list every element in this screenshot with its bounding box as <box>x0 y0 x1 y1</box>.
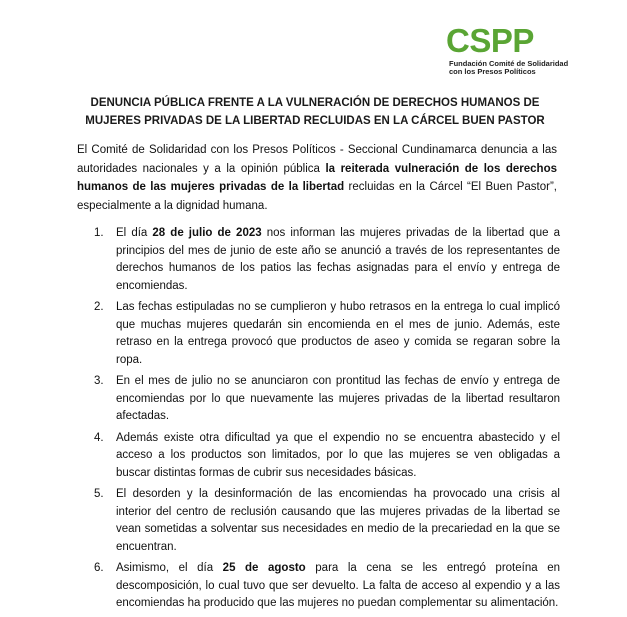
document-title <box>70 94 560 130</box>
item-text: El día <box>116 227 153 239</box>
logo-subtitle-line1: Fundación Comité de Solidaridad <box>449 59 569 68</box>
item-number: 5. <box>94 488 104 500</box>
item-number: 3. <box>94 375 104 387</box>
item-number: 2. <box>94 301 104 313</box>
list-item <box>80 373 560 426</box>
complaint-list <box>80 225 560 617</box>
item-text: Las fechas estipuladas no se cumplieron y hubo retrasos en la entrega lo cual implicó que muchas mujeres quedarán sin encomienda en el mes de junio. Además, este retraso en la entrega provocó que productos de aseo y comida se regaran sobre la ropa. <box>116 301 560 366</box>
title-line-2: MUJERES PRIVADAS DE LA LIBERTAD RECLUIDAS EN LA CÁRCEL BUEN PASTOR <box>85 115 545 127</box>
intro-paragraph <box>77 141 557 215</box>
item-text: Además existe otra dificultad ya que el expendio no se encuentra abastecido y el acceso a los productos son limitados, por lo que las mujeres se ven obligadas a buscar distintas formas de cubrir sus necesidades básicas. <box>116 431 560 479</box>
intro-text-bold: la reiterada vulneración de los derechos humanos de las mujeres privadas de la libertad <box>77 162 558 193</box>
item-bold-date: 28 de julio de 2023 <box>152 227 262 239</box>
item-bold-date: 25 de agosto <box>222 562 306 574</box>
item-text: Asimismo, el día <box>116 562 223 574</box>
item-text-end: nos informan las mujeres privadas de la libertad que a principios del mes de junio de este año se anunció a través de los representantes de derechos humanos de los patios las fechas asignadas para el envío y entrega de encomiendas. <box>116 227 560 292</box>
logo-subtitle <box>449 60 568 76</box>
intro-text-1: El Comité de Solidaridad con los Presos Políticos - Seccional Cundinamarca denuncia a las autoridades nacionales y a la opinión pública <box>77 144 557 175</box>
logo-subtitle-line2: con los Presos Políticos <box>449 67 536 76</box>
title-line-1: DENUNCIA PÚBLICA FRENTE A LA VULNERACIÓN DE DERECHOS HUMANOS DE <box>90 97 540 109</box>
list-item <box>80 299 560 369</box>
item-number: 6. <box>94 562 104 574</box>
list-item <box>80 430 560 483</box>
intro-text-2: recluidas en la Cárcel “El Buen Pastor”, especialmente a la dignidad humana. <box>77 181 557 212</box>
item-text: En el mes de julio no se anunciaron con prontitud las fechas de envío y entrega de encomiendas por lo que nuevamente las mujeres privadas de la libertad resultaron afectadas. <box>116 375 560 422</box>
list-item <box>80 486 560 556</box>
item-number: 4. <box>94 431 104 444</box>
list-item <box>80 560 560 613</box>
logo-wordmark: CSPP <box>446 22 534 59</box>
item-text-end: para la cena se les entregó proteína en descomposición, lo cual tuvo que ser devuelto. La falta de acceso al expendio y a las encomiendas ha producido que las mujeres no puedan complementar su alimentación. <box>116 562 560 609</box>
cspp-logo <box>446 22 596 86</box>
list-item <box>80 225 560 295</box>
item-number: 1. <box>94 227 104 239</box>
item-text: El desorden y la desinformación de las encomiendas ha provocado una crisis al interior del centro de reclusión causando que las mujeres privadas de la libertad se vean sometidas a solventar sus necesidades en medio de la precariedad en la que se encuentran. <box>116 488 560 553</box>
